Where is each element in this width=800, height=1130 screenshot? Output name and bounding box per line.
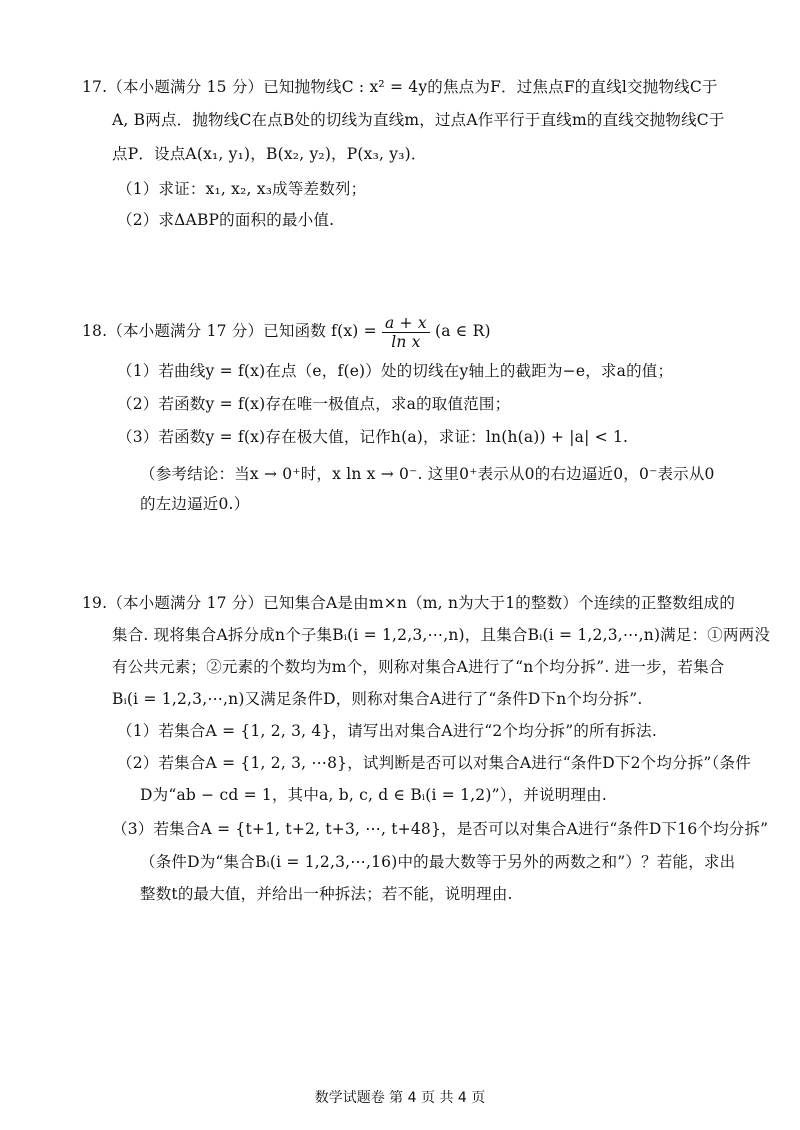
- problem-19-part-3-line-3: 整数t的最大值，并给出一种拆法；若不能，说明理由.: [140, 885, 513, 903]
- problem-18-intro-prefix: 18.（本小题满分 17 分）已知函数 f(x) =: [82, 322, 377, 340]
- problem-18-reference-line-2: 的左边逼近0.）: [140, 495, 250, 513]
- problem-19-line-2: 集合. 现将集合A拆分成n个子集Bᵢ(i = 1,2,3,⋯,n)，且集合Bᵢ(i = 1,2,3,⋯,n)满足：①两两没: [112, 626, 771, 644]
- problem-19-part-2-line-1: （2）若集合A = {1, 2, 3, ⋯8}，试判断是否可以对集合A进行“条件D下2个均分拆”（条件: [117, 754, 751, 772]
- problem-18-part-2: （2）若函数y = f(x)存在唯一极值点，求a的取值范围；: [117, 395, 511, 413]
- problem-19-part-2-line-2: D为“ab − cd = 1，其中a, b, c, d ∈ Bᵢ(i = 1,2)”），并说明理由.: [140, 786, 607, 804]
- problem-19-part-3-line-2: （条件D为“集合Bᵢ(i = 1,2,3,⋯,16)中的最大数等于另外的两数之和”）？若能，求出: [140, 853, 736, 871]
- function-fraction: [382, 314, 430, 351]
- problem-17-line-2: A, B两点．抛物线C在点B处的切线为直线m，过点A作平行于直线m的直线交抛物线C于: [112, 111, 725, 129]
- problem-18-part-1: （1）若曲线y = f(x)在点（e，f(e)）处的切线在y轴上的截距为−e，求a的值；: [117, 362, 674, 380]
- problem-19-part-3-line-1: （3）若集合A = {t+1, t+2, t+3, ⋯, t+48}，是否可以对集合A进行“条件D下16个均分拆”: [112, 820, 769, 838]
- problem-18-intro-suffix: (a ∈ R): [434, 322, 491, 340]
- problem-19-line-4: Bᵢ(i = 1,2,3,⋯,n)又满足条件D，则称对集合A进行了“条件D下n个均分拆”.: [112, 690, 643, 708]
- problem-17-line-1: 17.（本小题满分 15 分）已知抛物线C : x² = 4y的焦点为F．过焦点F的直线l交抛物线C于: [82, 78, 718, 96]
- fraction-denominator: ln x: [391, 332, 421, 351]
- problem-18-part-3: （3）若函数y = f(x)存在极大值，记作h(a)，求证：ln(h(a)) + |a| < 1.: [117, 428, 629, 446]
- problem-17-part-2: （2）求ΔABP的面积的最小值.: [117, 211, 335, 229]
- page-footer: 数学试题卷 第 4 页 共 4 页: [314, 1090, 486, 1106]
- problem-19-line-1: 19.（本小题满分 17 分）已知集合A是由m×n（m, n为大于1的整数）个连续的正整数组成的: [82, 594, 736, 612]
- problem-19-part-1: （1）若集合A = {1, 2, 3, 4}，请写出对集合A进行“2个均分拆”的所有拆法.: [117, 722, 657, 740]
- problem-18-reference-line-1: （参考结论：当x → 0⁺时，x ln x → 0⁻. 这里0⁺表示从0的右边逼近0，0⁻表示从0: [140, 465, 715, 483]
- problem-17-part-1: （1）求证：x₁, x₂, x₃成等差数列；: [117, 180, 367, 198]
- problem-19-line-3: 有公共元素；②元素的个数均为m个，则称对集合A进行了“n个均分拆”. 进一步，若集合: [112, 658, 725, 676]
- problem-18-intro: [82, 311, 491, 351]
- fraction-numerator: a + x: [382, 314, 430, 333]
- problem-17-line-3: 点P．设点A(x₁, y₁)，B(x₂, y₂)，P(x₃, y₃)．: [112, 145, 427, 163]
